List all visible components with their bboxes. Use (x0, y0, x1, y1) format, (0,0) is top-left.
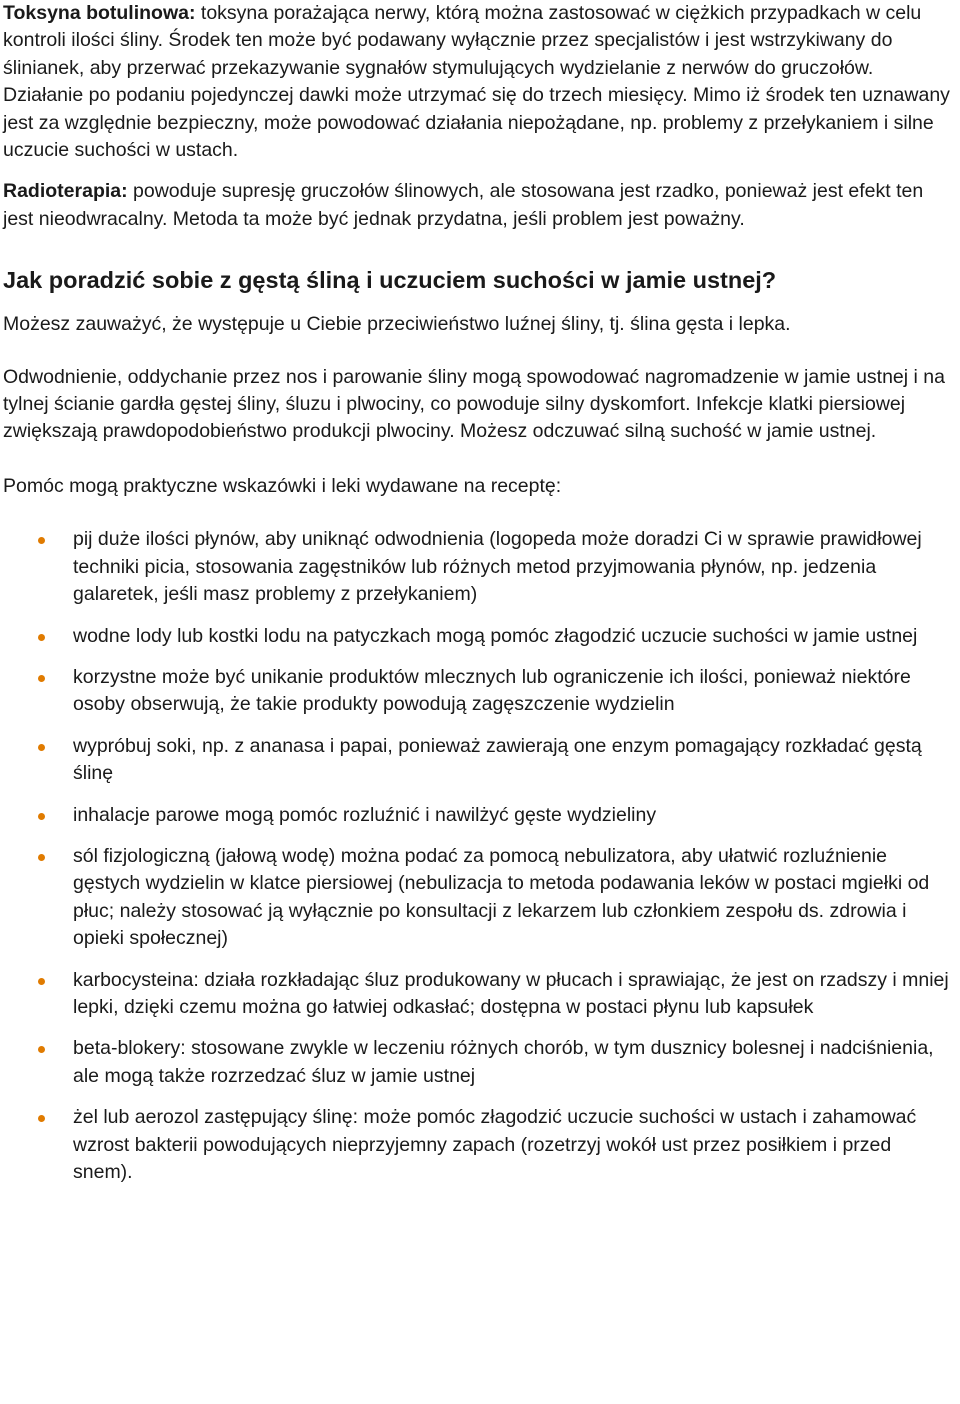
tips-list (3, 526, 954, 1186)
bullet-icon (38, 1115, 45, 1122)
list-item (3, 733, 954, 788)
list-item (3, 1035, 954, 1090)
bullet-icon (38, 634, 45, 641)
list-item (3, 623, 954, 650)
help-intro-paragraph: Pomóc mogą praktyczne wskazówki i leki wydawane na receptę: (3, 474, 562, 497)
list-item-text: karbocysteina: działa rozkładając śluz produkowany w płucach i sprawiając, że jest on rzadszy i mniej lepki, dzięki czemu można go łatwiej odkasłać; dostępna w postaci płynu lub kapsułek (73, 968, 949, 1018)
list-item (3, 1104, 954, 1186)
radiotherapy-paragraph (3, 178, 954, 233)
botox-term: Toksyna botulinowa: (3, 2, 196, 24)
list-item-text: pij duże ilości płynów, aby uniknąć odwodnienia (logopeda może doradzi Ci w sprawie prawidłowej techniki picia, stosowania zagęstników lub różnych metod przyjmowania płynów, np. jedzenia galaretek, jeśli masz problemy z przełykaniem) (73, 528, 922, 606)
bullet-icon (38, 813, 45, 820)
list-item (3, 526, 954, 608)
bullet-icon (38, 744, 45, 751)
list-item-text: sól fizjologiczną (jałową wodę) można podać za pomocą nebulizatora, aby ułatwić rozluźnienie gęstych wydzielin w klatce piersiowej (nebulizacja to metoda podawania leków w postaci mgiełki od płuc; należy stosować ją wyłącznie po konsultacji z lekarzem lub członkiem zespołu ds. zdrowia i opieki społecznej) (73, 844, 930, 950)
list-item-text: inhalacje parowe mogą pomóc rozluźnić i nawilżyć gęste wydzieliny (73, 803, 657, 826)
bullet-icon (38, 1046, 45, 1053)
list-item (3, 843, 954, 953)
radiotherapy-term: Radioterapia: (3, 180, 128, 203)
dehydration-paragraph: Odwodnienie, oddychanie przez nos i parowanie śliny mogą spowodować nagromadzenie w jamie ustnej i na tylnej ścianie gardła gęstej śliny, śluzu i plwociny, co powoduje silny dyskomfort. Infekcje klatki piersiowej zwiększają prawdopodobieństwo produkcji plwociny. Możesz odczuwać silną suchość w jamie ustnej. (3, 365, 945, 443)
section-heading: Jak poradzić sobie z gęstą śliną i uczuciem suchości w jamie ustnej? (3, 267, 777, 294)
botox-paragraph (3, 0, 954, 164)
bullet-icon (38, 978, 45, 985)
list-item-text: żel lub aerozol zastępujący ślinę: może pomóc złagodzić uczucie suchości w ustach i zahamować wzrost bakterii powodujących nieprzyjemny zapach (rozetrzyj wokół ust przez posiłkiem i przed snem). (73, 1106, 917, 1183)
list-item-text: korzystne może być unikanie produktów mlecznych lub ograniczenie ich ilości, ponieważ niektóre osoby obserwują, że takie produkty powodują zagęszczenie wydzielin (73, 665, 911, 716)
radiotherapy-text: powoduje supresję gruczołów ślinowych, ale stosowana jest rzadko, ponieważ jest efekt ten jest nieodwracalny. Metoda ta może być jednak przydatna, jeśli problem jest poważny. (3, 180, 924, 230)
list-item-text: beta-blokery: stosowane zwykle w leczeniu różnych chorób, w tym dusznicy bolesnej i nadciśnienia, ale mogą także rozrzedzać śluz w jamie ustnej (73, 1037, 934, 1087)
botox-text: toksyna porażająca nerwy, którą można zastosować w ciężkich przypadkach w celu kontroli ilości śliny. Środek ten może być podawany wyłącznie przez specjalistów i jest wstrzykiwany do ślinianek, aby przerwać przekazywanie sygnałów stymulujących wydzielanie z nerwów do gruczołów. Działanie po podaniu pojedynczej dawki może utrzymać się do trzech miesięcy. Mimo iż środek ten uznawany jest za względnie bezpieczny, może powodować działania niepożądane, np. problemy z przełykaniem i silne uczucie suchości w ustach. (3, 2, 950, 162)
bullet-icon (38, 675, 45, 682)
list-item (3, 802, 954, 829)
bullet-icon (38, 537, 45, 544)
intro-paragraph: Możesz zauważyć, że występuje u Ciebie przeciwieństwo luźnej śliny, tj. ślina gęsta i lepka. (3, 313, 791, 336)
bullet-icon (38, 854, 45, 861)
list-item-text: wypróbuj soki, np. z ananasa i papai, ponieważ zawierają one enzym pomagający rozkładać gęstą ślinę (73, 734, 922, 785)
list-item (3, 967, 954, 1022)
list-item-text: wodne lody lub kostki lodu na patyczkach mogą pomóc złagodzić uczucie suchości w jamie ustnej (73, 624, 918, 647)
list-item (3, 664, 954, 719)
